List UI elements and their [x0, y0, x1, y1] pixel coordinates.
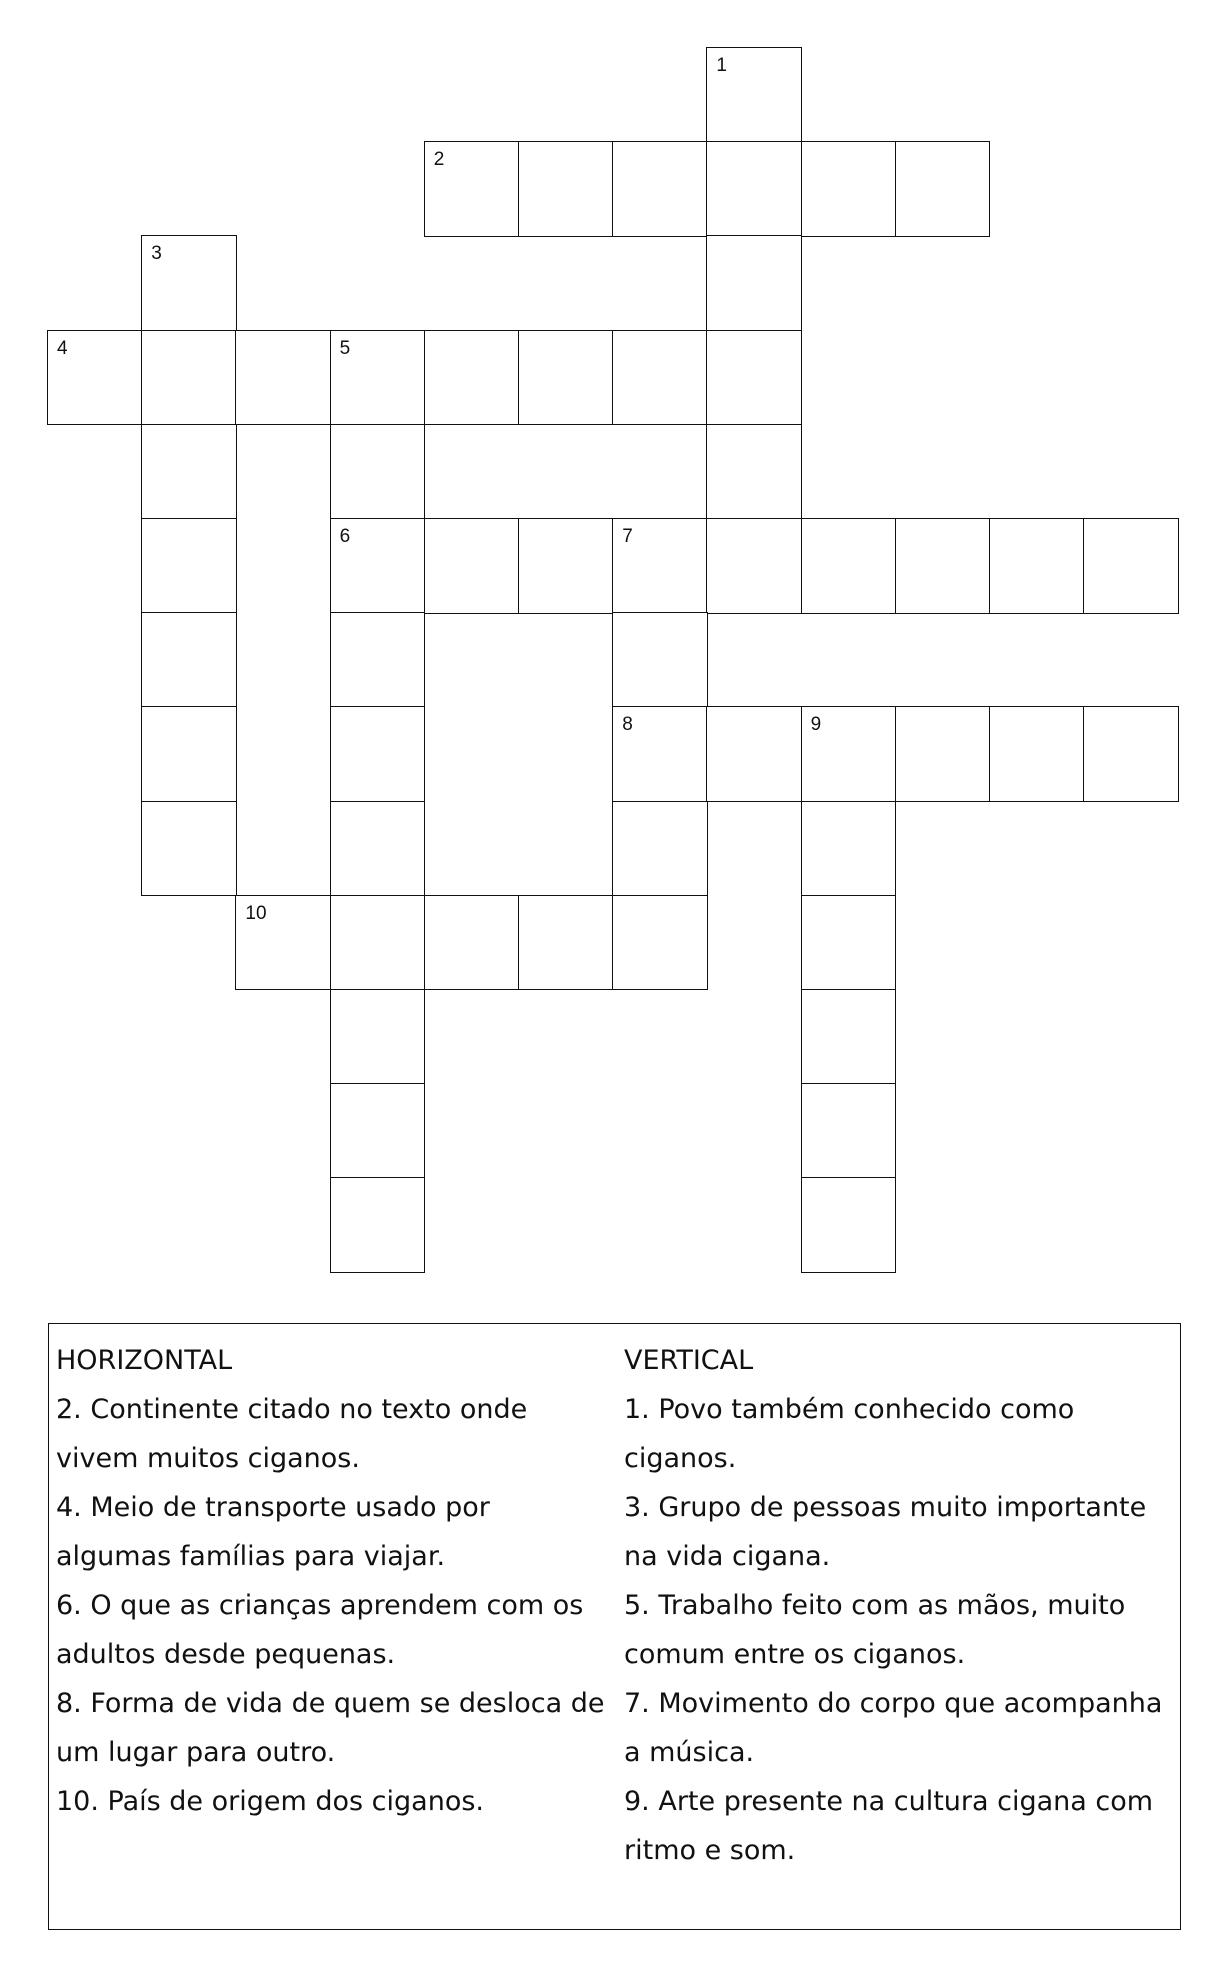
crossword-cell[interactable]: [235, 330, 331, 426]
crossword-cell[interactable]: [141, 801, 237, 897]
horizontal-clue-line: um lugar para outro.: [56, 1737, 336, 1768]
horizontal-clue-line: 6. O que as crianças aprendem com os: [56, 1590, 584, 1621]
crossword-cell[interactable]: [141, 612, 237, 708]
crossword-cell[interactable]: [706, 706, 802, 802]
crossword-cell[interactable]: [801, 1083, 897, 1179]
crossword-cell[interactable]: [518, 518, 614, 614]
clue-number: 8: [622, 714, 633, 736]
crossword-cell[interactable]: [801, 518, 897, 614]
crossword-cell[interactable]: [518, 330, 614, 426]
crossword-cell[interactable]: [706, 330, 802, 426]
clue-number: 7: [622, 526, 633, 547]
crossword-cell[interactable]: [989, 706, 1085, 802]
clues-box: [48, 1323, 1181, 1930]
crossword-cell[interactable]: [706, 518, 802, 614]
crossword-cell[interactable]: [612, 330, 708, 426]
vertical-clue-line: 1. Povo também conhecido como: [624, 1394, 1075, 1425]
crossword-cell[interactable]: [801, 801, 897, 897]
vertical-clue-line: 9. Arte presente na cultura cigana com: [624, 1786, 1154, 1817]
crossword-cell[interactable]: [518, 141, 614, 237]
crossword-cell[interactable]: [424, 330, 520, 426]
clue-number: 3: [151, 243, 162, 265]
vertical-clue-line: 7. Movimento do corpo que acompanha: [624, 1688, 1163, 1719]
crossword-cell[interactable]: [330, 801, 426, 897]
vertical-heading: VERTICAL: [624, 1345, 754, 1376]
crossword-cell[interactable]: [895, 518, 991, 614]
crossword-cell[interactable]: [141, 330, 237, 426]
clue-number: 5: [339, 337, 351, 359]
crossword-cell[interactable]: [612, 518, 708, 614]
horizontal-clue-line: 10. País de origem dos ciganos.: [56, 1786, 484, 1817]
crossword-cell[interactable]: [612, 895, 708, 991]
crossword-cell[interactable]: [141, 706, 237, 802]
crossword-cell[interactable]: [424, 141, 520, 237]
clue-number: 6: [339, 526, 351, 547]
crossword-cell[interactable]: [989, 518, 1085, 614]
crossword-cell[interactable]: [518, 895, 614, 991]
vertical-clue-line: 3. Grupo de pessoas muito importante: [624, 1492, 1147, 1523]
crossword-cell[interactable]: [141, 424, 237, 520]
crossword-cell[interactable]: [706, 235, 802, 331]
crossword-cell[interactable]: [801, 1177, 897, 1273]
crossword-cell[interactable]: [801, 706, 897, 802]
crossword-cell[interactable]: [1083, 518, 1179, 614]
crossword-cell[interactable]: [895, 706, 991, 802]
crossword-cell[interactable]: [612, 706, 708, 802]
horizontal-clues: [56, 1336, 616, 1826]
clue-number: 4: [57, 337, 68, 359]
horizontal-heading: HORIZONTAL: [56, 1345, 233, 1376]
crossword-cell[interactable]: [47, 330, 143, 426]
clue-number: 1: [716, 55, 727, 76]
crossword-cell[interactable]: [330, 989, 426, 1085]
crossword-cell[interactable]: [424, 895, 520, 991]
crossword-cell[interactable]: [141, 235, 237, 331]
vertical-clue-line: 5. Trabalho feito com as mãos, muito: [624, 1590, 1126, 1621]
crossword-cell[interactable]: [330, 1177, 426, 1273]
horizontal-clue-line: 8. Forma de vida de quem se desloca de: [56, 1688, 605, 1719]
crossword-cell[interactable]: [330, 1083, 426, 1179]
horizontal-clue-line: adultos desde pequenas.: [56, 1639, 396, 1670]
crossword-cell[interactable]: [330, 518, 426, 614]
crossword-cell[interactable]: [330, 895, 426, 991]
crossword-cell[interactable]: [141, 518, 237, 614]
crossword-cell[interactable]: [330, 330, 426, 426]
crossword-cell[interactable]: [330, 706, 426, 802]
vertical-clue-line: a música.: [624, 1737, 755, 1768]
vertical-clue-line: ciganos.: [624, 1443, 737, 1474]
vertical-clues: [624, 1336, 1174, 1875]
crossword-cell[interactable]: [801, 989, 897, 1085]
crossword-cell[interactable]: [706, 424, 802, 520]
horizontal-clue-line: 4. Meio de transporte usado por: [56, 1492, 490, 1523]
crossword-cell[interactable]: [706, 141, 802, 237]
horizontal-clue-line: algumas famílias para viajar.: [56, 1541, 446, 1572]
crossword-cell[interactable]: [330, 612, 426, 708]
crossword-cell[interactable]: [612, 612, 708, 708]
clue-number: 9: [810, 714, 822, 736]
vertical-clue-line: ritmo e som.: [624, 1835, 796, 1866]
vertical-clue-line: comum entre os ciganos.: [624, 1639, 966, 1670]
crossword-cell[interactable]: [706, 47, 802, 143]
crossword-cell[interactable]: [612, 141, 708, 237]
crossword-cell[interactable]: [801, 141, 897, 237]
crossword-cell[interactable]: [330, 424, 426, 520]
clue-number: 10: [245, 902, 267, 924]
crossword-cell[interactable]: [235, 895, 331, 991]
horizontal-clue-line: 2. Continente citado no texto onde: [56, 1394, 528, 1425]
vertical-clue-line: na vida cigana.: [624, 1541, 831, 1572]
crossword-cell[interactable]: [801, 895, 897, 991]
horizontal-clue-line: vivem muitos ciganos.: [56, 1443, 360, 1474]
crossword-cell[interactable]: [612, 801, 708, 897]
crossword-cell[interactable]: [1083, 706, 1179, 802]
clue-number: 2: [433, 149, 445, 171]
crossword-cell[interactable]: [895, 141, 991, 237]
crossword-cell[interactable]: [424, 518, 520, 614]
